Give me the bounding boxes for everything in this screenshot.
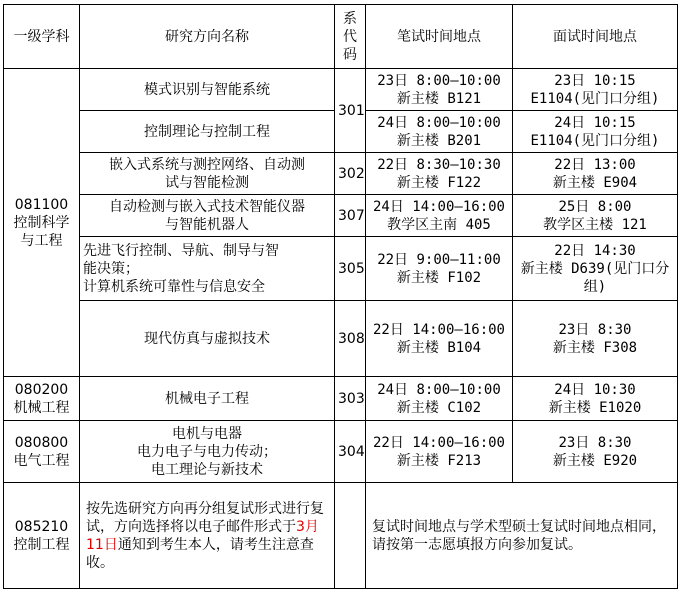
code-cell: 304 — [335, 421, 366, 483]
header-dept-code: 系 代 码 — [335, 5, 366, 69]
interview-cell: 22日 14:30 新主楼 D639(见门口分 组) — [513, 237, 678, 301]
interview-cell: 25日 8:00 教学区主楼 121 — [513, 195, 678, 237]
interview-cell: 23日 10:15 E1104(见门口分组) — [513, 69, 678, 111]
subject-cell: 080200 机械工程 — [4, 377, 80, 421]
notice-text — [80, 483, 335, 589]
table-row — [4, 153, 678, 195]
header-row — [4, 5, 678, 69]
table-row — [4, 301, 678, 377]
interview-cell: 24日 10:15 E1104(见门口分组) — [513, 111, 678, 153]
interview-cell: 22日 13:00 新主楼 E904 — [513, 153, 678, 195]
subject-cell: 081100 控制科学 与工程 — [4, 69, 80, 377]
written-cell: 22日 9:00—11:00 新主楼 F102 — [366, 237, 513, 301]
written-cell: 24日 8:00—10:00 新主楼 C102 — [366, 377, 513, 421]
subject-cell: 085210 控制工程 — [4, 483, 80, 589]
written-cell: 23日 8:00—10:00 新主楼 B121 — [366, 69, 513, 111]
notice-text-part: 按先选研究方向再分组复试形式进行复试，方向选择将以电子邮件形式于 — [86, 500, 324, 535]
written-cell: 22日 14:00—16:00 新主楼 F213 — [366, 421, 513, 483]
header-subject: 一级学科 — [4, 5, 80, 69]
code-cell: 307 — [335, 195, 366, 237]
notice-date: 3月11日 — [86, 518, 319, 553]
interview-cell: 24日 10:30 新主楼 E1020 — [513, 377, 678, 421]
table-row — [4, 483, 678, 589]
direction-cell: 先进飞行控制、导航、制导与智 能决策； 计算机系统可靠性与信息安全 — [80, 237, 335, 301]
direction-cell: 自动检测与嵌入式技术智能仪器 与智能机器人 — [80, 195, 335, 237]
code-cell: 301 — [335, 69, 366, 153]
table-row — [4, 69, 678, 111]
direction-cell: 电机与电器 电力电子与电力传动； 电工理论与新技术 — [80, 421, 335, 483]
direction-cell: 嵌入式系统与测控网络、自动测 试与智能检测 — [80, 153, 335, 195]
code-cell: 302 — [335, 153, 366, 195]
written-cell: 24日 8:00—10:00 新主楼 B201 — [366, 111, 513, 153]
written-cell: 24日 14:00—16:00 教学区主南 405 — [366, 195, 513, 237]
schedule-table — [3, 4, 678, 589]
header-interview: 面试时间地点 — [513, 5, 678, 69]
notice-right: 复试时间地点与学术型硕士复试时间地点相同，请按第一志愿填报方向参加复试。 — [366, 483, 678, 589]
code-cell: 305 — [335, 237, 366, 301]
direction-cell: 控制理论与控制工程 — [80, 111, 335, 153]
code-cell: 303 — [335, 377, 366, 421]
header-direction: 研究方向名称 — [80, 5, 335, 69]
table-row — [4, 237, 678, 301]
subject-cell: 080800 电气工程 — [4, 421, 80, 483]
written-cell: 22日 14:00—16:00 新主楼 B104 — [366, 301, 513, 377]
table-row — [4, 421, 678, 483]
direction-cell: 机械电子工程 — [80, 377, 335, 421]
header-written: 笔试时间地点 — [366, 5, 513, 69]
written-cell: 22日 8:30—10:30 新主楼 F122 — [366, 153, 513, 195]
table-row — [4, 377, 678, 421]
table-row — [4, 195, 678, 237]
direction-cell: 现代仿真与虚拟技术 — [80, 301, 335, 377]
direction-cell: 模式识别与智能系统 — [80, 69, 335, 111]
code-cell-empty — [335, 483, 366, 589]
interview-cell: 23日 8:30 新主楼 F308 — [513, 301, 678, 377]
interview-cell: 23日 8:30 新主楼 E920 — [513, 421, 678, 483]
notice-text-part: 通知到考生本人，请考生注意查收。 — [86, 536, 314, 571]
code-cell: 308 — [335, 301, 366, 377]
